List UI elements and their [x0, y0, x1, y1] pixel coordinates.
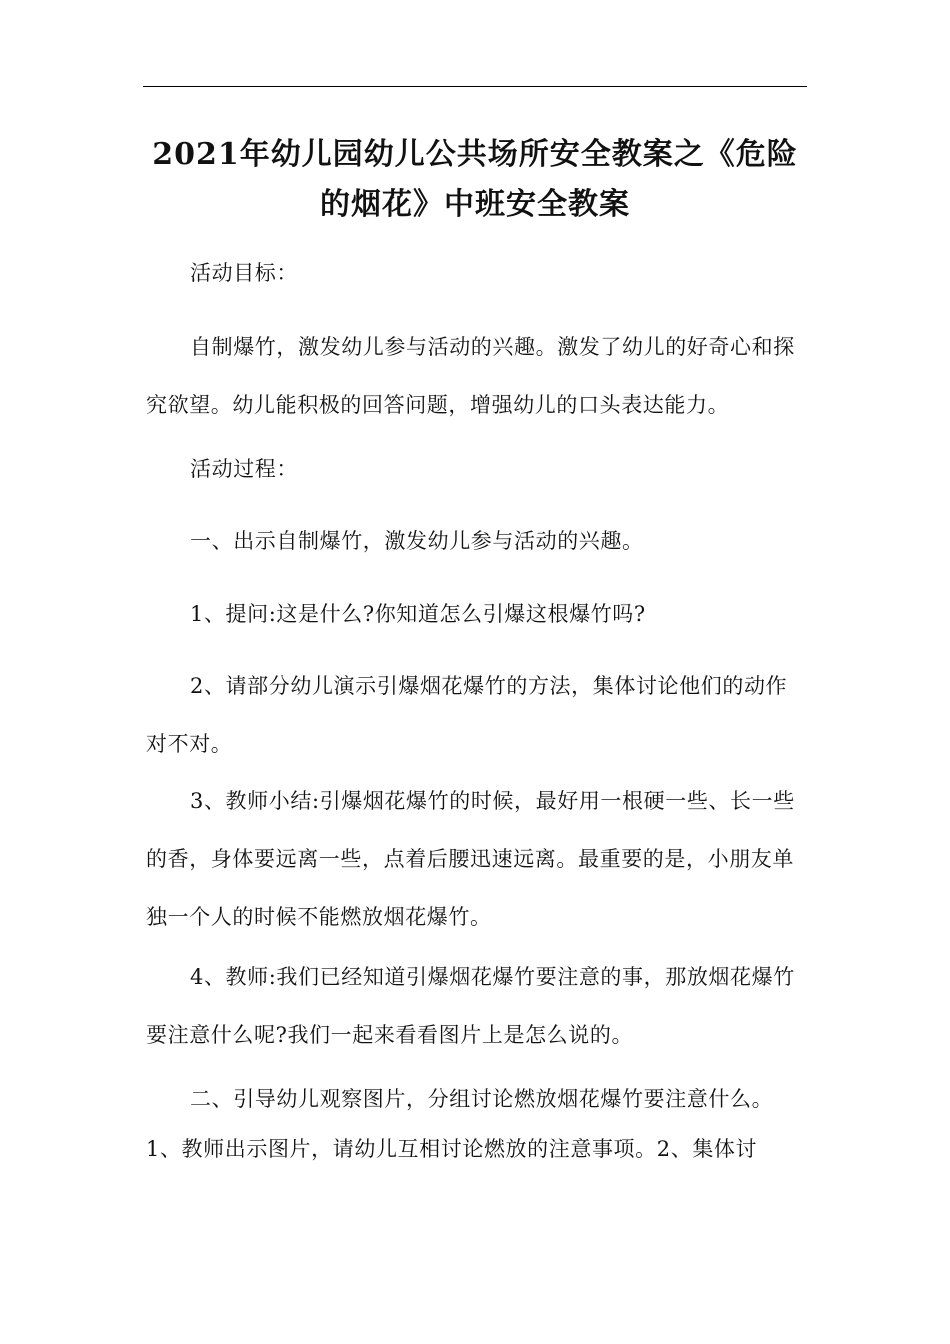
- header-rule: [143, 86, 807, 87]
- paragraph-activity-goals-heading: 活动目标：: [190, 261, 298, 285]
- document-title: 2021年幼儿园幼儿公共场所安全教案之《危险的烟花》中班安全教案: [152, 137, 798, 222]
- paragraph-step-3: 3、教师小结:引爆烟花爆竹的时候，最好用一根硬一些、长一些的香，身体要远离一些，点着后腰迅速远离。最重要的是，小朋友单独一个人的时候不能燃放烟花爆竹。: [146, 789, 795, 929]
- paragraph-step-2: 2、请部分幼儿演示引爆烟花爆竹的方法，集体讨论他们的动作对不对。: [146, 674, 788, 756]
- paragraph-section-two-step: 1、教师出示图片，请幼儿互相讨论燃放的注意事项。2、集体讨: [146, 1137, 758, 1161]
- paragraph-step-1: 1、提问:这是什么?你知道怎么引爆这根爆竹吗?: [190, 602, 646, 626]
- paragraph-section-one: 一、出示自制爆竹，激发幼儿参与活动的兴趣。: [190, 529, 644, 553]
- paragraph-activity-goals: 自制爆竹，激发幼儿参与活动的兴趣。激发了幼儿的好奇心和探究欲望。幼儿能积极的回答问题，增强幼儿的口头表达能力。: [146, 335, 795, 417]
- paragraph-step-4: 4、教师:我们已经知道引爆烟花爆竹要注意的事，那放烟花爆竹要注意什么呢?我们一起来看看图片上是怎么说的。: [146, 965, 795, 1047]
- paragraph-activity-process-heading: 活动过程：: [190, 457, 298, 481]
- paragraph-section-two: 二、引导幼儿观察图片，分组讨论燃放烟花爆竹要注意什么。: [190, 1087, 774, 1111]
